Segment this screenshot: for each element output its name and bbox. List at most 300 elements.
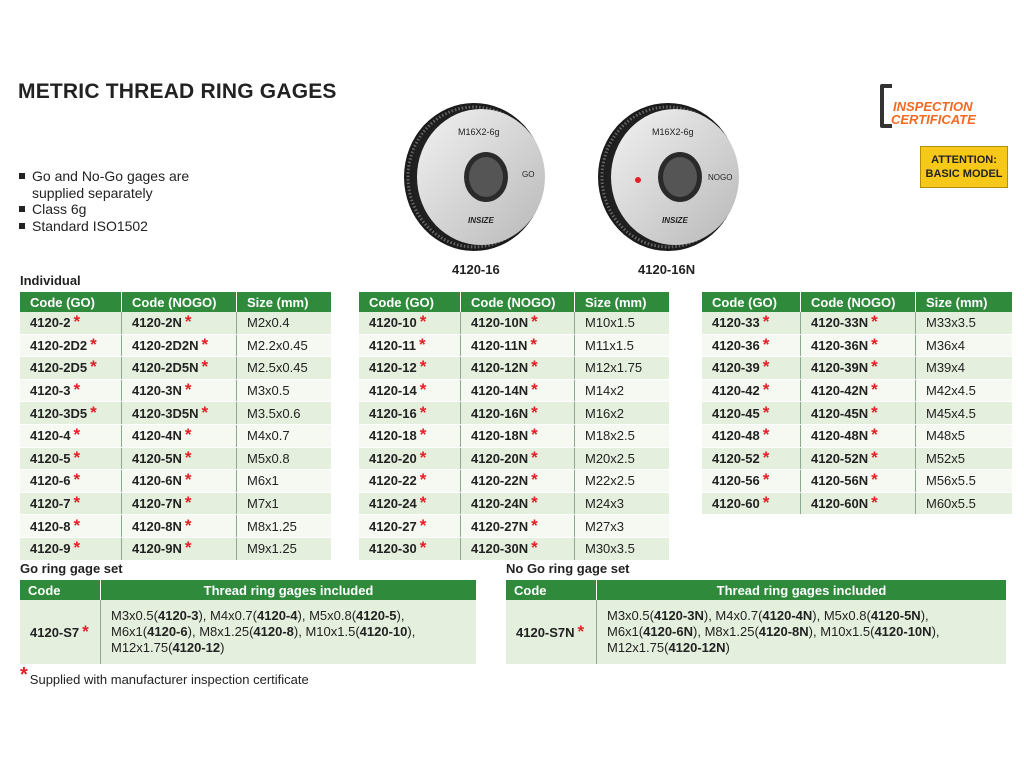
included-gages-cell: M3x0.5(4120-3), M4x0.7(4120-4), M5x0.8(4120-5), M6x1(4120-6), M8x1.25(4120-8), M10x1.5(4120-10), M12x1.75(4120-12) (101, 600, 477, 664)
size-cell: M16x2 (575, 402, 670, 425)
size-cell: M45x4.5 (916, 402, 1013, 425)
table-row (20, 492, 331, 515)
page-title: METRIC THREAD RING GAGES (18, 80, 337, 103)
nogo-code-cell (122, 402, 237, 425)
footnote (20, 664, 309, 687)
nogo-code-cell (801, 447, 916, 470)
certificate-star-icon: * (419, 402, 427, 422)
table-row (702, 402, 1012, 425)
go-code-cell (20, 357, 122, 380)
size-cell: M7x1 (237, 492, 332, 515)
certificate-star-icon: * (73, 425, 81, 445)
go-code: 4120-3D5 (30, 405, 88, 421)
go-code: 4120-3 (30, 383, 71, 399)
nogo-code-cell (122, 312, 237, 334)
go-code-cell (702, 447, 801, 470)
included-code: 4120-5N (870, 608, 921, 623)
go-code-cell (359, 515, 461, 538)
table-row (20, 537, 331, 560)
go-code-cell (359, 312, 461, 334)
certificate-star-icon: * (531, 515, 538, 535)
certificate-star-icon: * (73, 312, 81, 332)
go-set-table (20, 580, 476, 664)
size-cell: M18x2.5 (575, 424, 670, 447)
certificate-star-icon: * (419, 538, 427, 558)
nogo-code-cell (461, 312, 575, 334)
nogo-code: 4120-14N (471, 383, 529, 399)
nogo-code: 4120-48N (811, 428, 869, 444)
table-row (702, 357, 1012, 380)
nogo-code: 4120-2D5N (132, 360, 199, 376)
go-code: 4120-42 (712, 383, 760, 399)
size-cell: M20x2.5 (575, 447, 670, 470)
certificate-star-icon: * (531, 425, 538, 445)
go-code: 4120-22 (369, 473, 417, 489)
brand-logo: INSIZE (662, 216, 688, 225)
certificate-star-icon: * (184, 515, 192, 535)
certificate-star-icon: * (419, 493, 427, 513)
nogo-code-cell (801, 379, 916, 402)
included-code: 4120-6N (643, 624, 694, 639)
table-row (20, 379, 331, 402)
col-header-size: Size (mm) (575, 292, 670, 312)
go-code: 4120-24 (369, 496, 417, 512)
go-code: 4120-14 (369, 383, 417, 399)
size-cell: M2x0.4 (237, 312, 332, 334)
go-code: 4120-8 (30, 518, 71, 534)
col-header-go: Code (GO) (359, 292, 461, 312)
included-size: M5x0.8 (309, 608, 352, 623)
certificate-star-icon: * (762, 402, 770, 422)
certificate-star-icon: * (184, 493, 192, 513)
size-cell: M33x3.5 (916, 312, 1013, 334)
attention-basic-model-badge (920, 146, 1008, 188)
certificate-star-icon: * (419, 380, 427, 400)
go-code-cell (20, 379, 122, 402)
nogo-code: 4120-18N (471, 428, 529, 444)
certificate-star-icon: * (73, 493, 81, 513)
table-row (359, 379, 669, 402)
certificate-star-icon: * (20, 664, 28, 686)
table-row (702, 424, 1012, 447)
go-code-cell (20, 424, 122, 447)
included-gages-cell: M3x0.5(4120-3N), M4x0.7(4120-4N), M5x0.8(4120-5N), M6x1(4120-6N), M8x1.25(4120-8N), M10x1.5(4120-10N), M12x1.75(4120-12N) (597, 600, 1007, 664)
included-code: 4120-6 (147, 624, 188, 639)
nogo-code-cell (461, 424, 575, 447)
go-code: 4120-12 (369, 360, 417, 376)
certificate-star-icon: * (73, 515, 81, 535)
certificate-star-icon: * (762, 357, 770, 377)
go-code-cell (702, 312, 801, 334)
size-cell: M6x1 (237, 470, 332, 493)
size-cell: M3.5x0.6 (237, 402, 332, 425)
nogo-code: 4120-24N (471, 496, 529, 512)
set-code-cell (506, 600, 597, 664)
certificate-star-icon: * (762, 470, 770, 490)
table-row (359, 537, 669, 560)
included-code: 4120-12 (172, 640, 221, 655)
go-code: 4120-60 (712, 496, 760, 512)
included-size: M3x0.5 (607, 608, 650, 623)
certificate-star-icon: * (90, 357, 97, 377)
size-cell: M39x4 (916, 357, 1013, 380)
go-code: 4120-4 (30, 428, 71, 444)
nogo-code-cell (461, 492, 575, 515)
gauge-thread-label: M16X2-6g (652, 127, 694, 137)
size-cell: M27x3 (575, 515, 670, 538)
nogo-ring-gauge-image (598, 103, 746, 253)
footnote-text: Supplied with manufacturer inspection certificate (29, 672, 309, 687)
table-row (20, 470, 331, 493)
nogo-code-cell (461, 537, 575, 560)
nogo-code: 4120-30N (471, 541, 529, 557)
size-cell: M24x3 (575, 492, 670, 515)
table-row (20, 402, 331, 425)
nogo-code-cell (461, 470, 575, 493)
table-row (20, 334, 331, 357)
certificate-star-icon: * (762, 312, 770, 332)
included-size: M3x0.5 (111, 608, 154, 623)
col-header-nogo: Code (NOGO) (801, 292, 916, 312)
certificate-star-icon: * (871, 425, 878, 445)
certificate-star-icon: * (73, 538, 81, 558)
nogo-code-cell (461, 447, 575, 470)
certificate-star-icon: * (531, 312, 538, 332)
go-code-cell (20, 402, 122, 425)
go-code: 4120-48 (712, 428, 760, 444)
size-cell: M30x3.5 (575, 537, 670, 560)
included-size: M8x1.25 (199, 624, 250, 639)
set-code: 4120-S7 (30, 624, 80, 640)
certificate-star-icon: * (531, 538, 538, 558)
go-set-title: Go ring gage set (20, 561, 123, 576)
size-cell: M52x5 (916, 447, 1013, 470)
included-size: M10x1.5 (820, 624, 871, 639)
certificate-star-icon: * (871, 312, 878, 332)
go-code: 4120-18 (369, 428, 417, 444)
go-code-cell (20, 537, 122, 560)
nogo-set-table (506, 580, 1006, 664)
included-code: 4120-8 (253, 624, 294, 639)
certificate-star-icon: * (762, 493, 770, 513)
size-table-1 (20, 292, 331, 561)
certificate-star-icon: * (419, 312, 427, 332)
attention-line2: BASIC MODEL (925, 168, 1003, 180)
size-cell: M5x0.8 (237, 447, 332, 470)
go-code-cell (702, 492, 801, 515)
certificate-star-icon: * (184, 425, 192, 445)
nogo-code: 4120-36N (811, 337, 869, 353)
nogo-code: 4120-45N (811, 405, 869, 421)
certificate-star-icon: * (419, 425, 427, 445)
table-row (20, 312, 331, 334)
included-code: 4120-4 (257, 608, 298, 623)
nogo-code: 4120-20N (471, 450, 529, 466)
nogo-gauge-caption: 4120-16N (638, 262, 696, 277)
nogo-code: 4120-3D5N (132, 405, 199, 421)
size-cell: M8x1.25 (237, 515, 332, 538)
nogo-code-cell (801, 470, 916, 493)
included-code: 4120-4N (762, 608, 813, 623)
go-code-cell (359, 402, 461, 425)
table-row (359, 447, 669, 470)
col-header-size: Size (mm) (237, 292, 332, 312)
certificate-star-icon: * (762, 447, 770, 467)
included-size: M6x1 (607, 624, 639, 639)
col-header-nogo: Code (NOGO) (461, 292, 575, 312)
inspection-certificate-badge (878, 84, 1008, 128)
nogo-code-cell (461, 379, 575, 402)
nogo-code: 4120-52N (811, 450, 869, 466)
nogo-code: 4120-2N (132, 315, 182, 331)
feature-item: Go and No-Go gages are supplied separately (18, 168, 218, 201)
certificate-star-icon: * (73, 470, 81, 490)
col-header-size: Size (mm) (916, 292, 1013, 312)
nogo-code: 4120-22N (471, 473, 529, 489)
nogo-code: 4120-6N (132, 473, 182, 489)
go-code-cell (359, 492, 461, 515)
included-code: 4120-8N (758, 624, 809, 639)
table-row (20, 515, 331, 538)
col-header-included: Thread ring gages included (101, 580, 477, 600)
table-row (20, 424, 331, 447)
nogo-code: 4120-2D2N (132, 337, 199, 353)
go-code: 4120-16 (369, 405, 417, 421)
gauge-mark-label: NOGO (708, 173, 733, 182)
go-code-cell (702, 424, 801, 447)
certificate-star-icon: * (419, 515, 427, 535)
certificate-star-icon: * (531, 470, 538, 490)
go-code: 4120-39 (712, 360, 760, 376)
nogo-code-cell (122, 357, 237, 380)
certificate-star-icon: * (73, 447, 81, 467)
nogo-code-cell (122, 447, 237, 470)
col-header-code: Code (20, 580, 101, 600)
go-code-cell (702, 357, 801, 380)
go-code-cell (20, 515, 122, 538)
included-code: 4120-10N (874, 624, 932, 639)
table-row (702, 312, 1012, 334)
go-code-cell (20, 470, 122, 493)
nogo-code-cell (122, 334, 237, 357)
feature-item: Standard ISO1502 (18, 218, 218, 235)
go-code: 4120-45 (712, 405, 760, 421)
certificate-star-icon: * (871, 470, 878, 490)
nogo-code: 4120-10N (471, 315, 529, 331)
go-code: 4120-20 (369, 450, 417, 466)
certificate-star-icon: * (871, 402, 878, 422)
included-size: M6x1 (111, 624, 143, 639)
col-header-included: Thread ring gages included (597, 580, 1007, 600)
go-code-cell (359, 424, 461, 447)
col-header-go: Code (GO) (20, 292, 122, 312)
nogo-code: 4120-56N (811, 473, 869, 489)
nogo-code: 4120-3N (132, 383, 182, 399)
size-cell: M12x1.75 (575, 357, 670, 380)
feature-list (18, 168, 218, 234)
nogo-code: 4120-7N (132, 496, 182, 512)
badge-line2: CERTIFICATE (891, 112, 976, 127)
badge-line1: INSPECTION (893, 99, 973, 114)
nogo-code-cell (122, 515, 237, 538)
table-row (359, 402, 669, 425)
go-code-cell (359, 334, 461, 357)
size-cell: M22x2.5 (575, 470, 670, 493)
col-header-nogo: Code (NOGO) (122, 292, 237, 312)
certificate-star-icon: * (201, 402, 209, 422)
go-code: 4120-10 (369, 315, 417, 331)
brand-logo: INSIZE (468, 216, 494, 225)
nogo-code: 4120-12N (471, 360, 529, 376)
nogo-code-cell (461, 402, 575, 425)
go-code-cell (702, 379, 801, 402)
go-code: 4120-2 (30, 315, 71, 331)
size-cell: M3x0.5 (237, 379, 332, 402)
included-size: M10x1.5 (305, 624, 356, 639)
go-code: 4120-36 (712, 337, 760, 353)
table-row (359, 334, 669, 357)
col-header-go: Code (GO) (702, 292, 801, 312)
certificate-star-icon: * (871, 334, 878, 354)
size-table-2 (359, 292, 669, 561)
go-code-cell (702, 402, 801, 425)
go-code-cell (359, 537, 461, 560)
go-code-cell (20, 312, 122, 334)
nogo-code: 4120-60N (811, 496, 869, 512)
go-code-cell (359, 447, 461, 470)
go-code: 4120-27 (369, 518, 417, 534)
go-code: 4120-33 (712, 315, 760, 331)
go-code-cell (702, 334, 801, 357)
certificate-star-icon: * (871, 493, 878, 513)
included-size: M5x0.8 (823, 608, 867, 623)
nogo-code-cell (122, 492, 237, 515)
size-cell: M36x4 (916, 334, 1013, 357)
go-gauge-caption: 4120-16 (452, 262, 500, 277)
go-code: 4120-6 (30, 473, 71, 489)
nogo-code-cell (801, 402, 916, 425)
table-row (506, 600, 1006, 664)
size-cell: M60x5.5 (916, 492, 1013, 515)
size-cell: M14x2 (575, 379, 670, 402)
certificate-star-icon: * (90, 334, 97, 354)
included-code: 4120-10 (359, 624, 408, 639)
certificate-star-icon: * (90, 402, 97, 422)
certificate-star-icon: * (762, 425, 770, 445)
certificate-star-icon: * (184, 312, 192, 332)
included-size: M12x1.75 (111, 640, 169, 655)
included-code: 4120-5 (356, 608, 397, 623)
table-row (702, 379, 1012, 402)
go-code-cell (702, 470, 801, 493)
size-cell: M2.5x0.45 (237, 357, 332, 380)
table-row (359, 470, 669, 493)
certificate-star-icon: * (82, 621, 89, 641)
table-row (359, 492, 669, 515)
go-code-cell (20, 334, 122, 357)
attention-line1: ATTENTION: (931, 154, 997, 166)
table-row (20, 600, 476, 664)
size-cell: M48x5 (916, 424, 1013, 447)
go-code-cell (20, 447, 122, 470)
go-code-cell (359, 379, 461, 402)
nogo-code: 4120-8N (132, 518, 182, 534)
go-code: 4120-5 (30, 450, 71, 466)
certificate-star-icon: * (531, 357, 538, 377)
table-row (359, 515, 669, 538)
individual-section-title: Individual (20, 273, 81, 288)
size-cell: M56x5.5 (916, 470, 1013, 493)
nogo-code-cell (122, 379, 237, 402)
go-code: 4120-11 (369, 337, 416, 353)
included-code: 4120-3 (157, 608, 199, 623)
included-code: 4120-12N (668, 640, 726, 655)
go-code: 4120-9 (30, 541, 71, 557)
certificate-star-icon: * (762, 334, 770, 354)
nogo-code: 4120-9N (132, 541, 182, 557)
go-code: 4120-30 (369, 541, 417, 557)
set-code: 4120-S7N (516, 624, 575, 640)
size-cell: M10x1.5 (575, 312, 670, 334)
nogo-code-cell (801, 357, 916, 380)
certificate-star-icon: * (184, 380, 192, 400)
certificate-star-icon: * (871, 380, 878, 400)
table-row (702, 447, 1012, 470)
nogo-code-cell (122, 537, 237, 560)
table-row (702, 492, 1012, 515)
nogo-code-cell (461, 515, 575, 538)
gauge-mark-label: GO (522, 170, 535, 179)
certificate-star-icon: * (531, 380, 538, 400)
nogo-code: 4120-5N (132, 450, 182, 466)
table-row (20, 447, 331, 470)
certificate-star-icon: * (184, 470, 192, 490)
table-row (359, 312, 669, 334)
go-code: 4120-2D2 (30, 337, 88, 353)
certificate-star-icon: * (871, 447, 878, 467)
certificate-star-icon: * (531, 447, 538, 467)
table-row (702, 334, 1012, 357)
included-size: M4x0.7 (210, 608, 253, 623)
certificate-star-icon: * (531, 493, 538, 513)
set-code-cell (20, 600, 101, 664)
go-code-cell (20, 492, 122, 515)
size-cell: M4x0.7 (237, 424, 332, 447)
nogo-code-cell (122, 424, 237, 447)
nogo-code: 4120-39N (811, 360, 869, 376)
size-cell: M9x1.25 (237, 537, 332, 560)
nogo-set-title: No Go ring gage set (506, 561, 630, 576)
size-cell: M42x4.5 (916, 379, 1013, 402)
size-cell: M2.2x0.45 (237, 334, 332, 357)
certificate-star-icon: * (184, 447, 192, 467)
go-code: 4120-2D5 (30, 360, 88, 376)
nogo-code: 4120-33N (811, 315, 869, 331)
size-table-3 (702, 292, 1012, 515)
nogo-code-cell (801, 424, 916, 447)
included-size: M4x0.7 (715, 608, 759, 623)
nogo-code-cell (801, 334, 916, 357)
table-row (702, 470, 1012, 493)
certificate-star-icon: * (201, 357, 209, 377)
certificate-star-icon: * (419, 470, 427, 490)
feature-item: Class 6g (18, 201, 218, 218)
nogo-code-cell (461, 334, 575, 357)
certificate-star-icon: * (419, 334, 426, 354)
certificate-star-icon: * (184, 538, 192, 558)
certificate-star-icon: * (419, 357, 427, 377)
certificate-star-icon: * (419, 447, 427, 467)
